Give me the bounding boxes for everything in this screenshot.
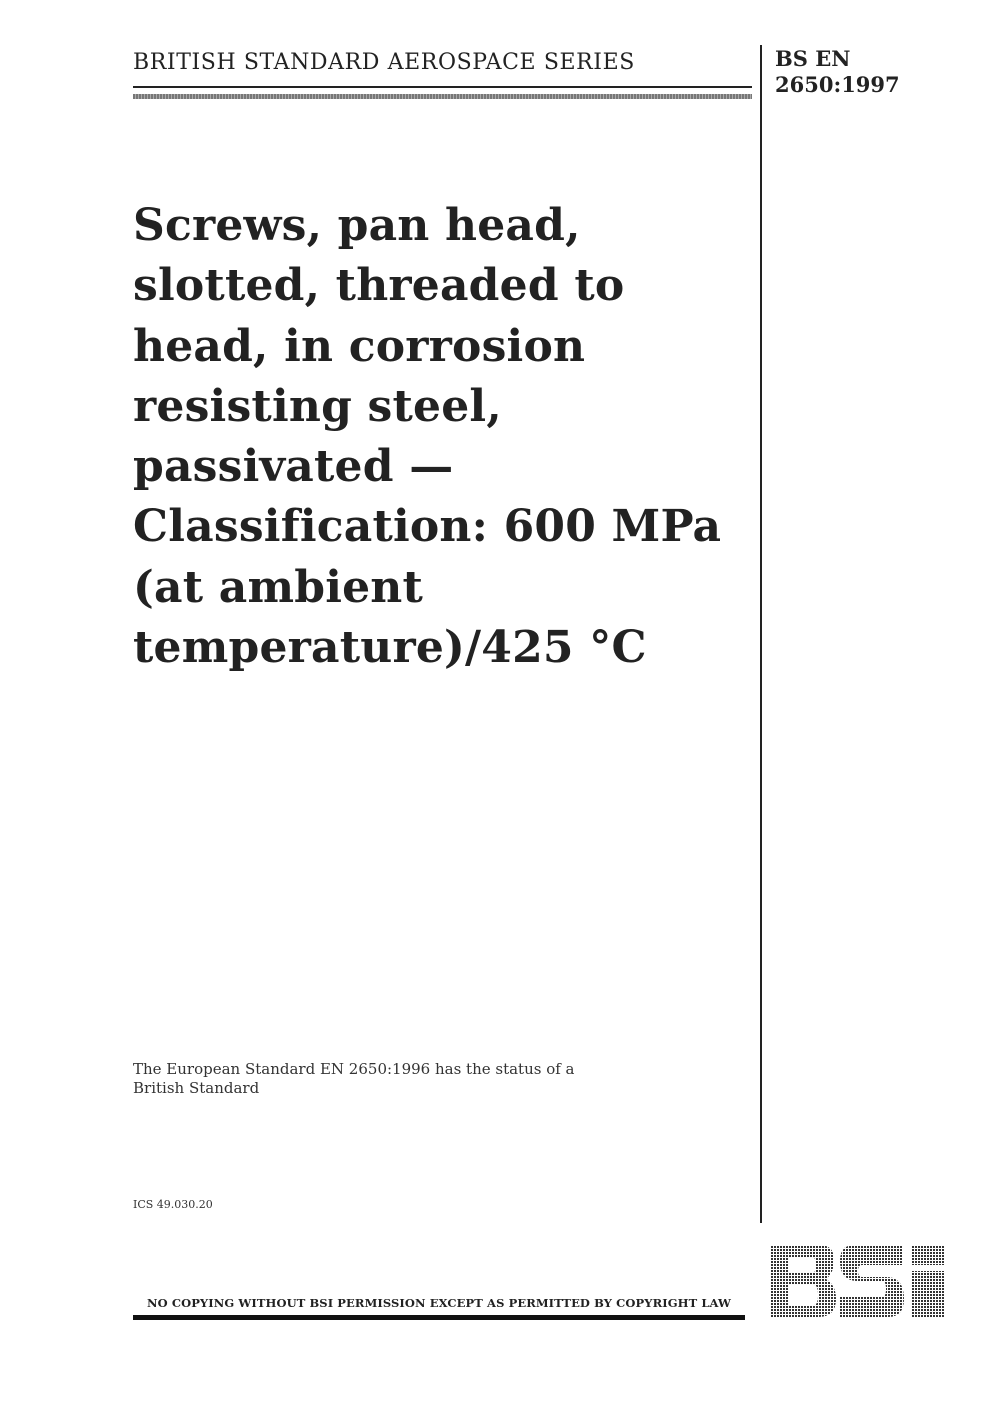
status-note	[133, 1060, 575, 1098]
series-header: BRITISH STANDARD AEROSPACE SERIES	[133, 50, 635, 75]
vertical-divider	[760, 45, 762, 1223]
title-line: passivated —	[133, 441, 454, 493]
standard-number-line1: BS EN	[775, 46, 851, 71]
footer-rule	[133, 1315, 745, 1320]
document-title	[133, 196, 753, 678]
status-note-line2: British Standard	[133, 1079, 260, 1097]
title-line: slotted, threaded to	[133, 260, 625, 312]
title-line: Screws, pan head,	[133, 200, 581, 251]
title-line: head, in corrosion	[133, 320, 586, 372]
standard-number	[775, 46, 900, 98]
standard-number-line2: 2650:1997	[775, 72, 900, 97]
title-line: resisting steel,	[133, 380, 502, 432]
bsi-logo-icon	[768, 1243, 946, 1319]
title-line: temperature)/425 °C	[133, 622, 647, 674]
status-note-line1: The European Standard EN 2650:1996 has the status of a	[133, 1060, 575, 1078]
title-line: (at ambient	[133, 561, 424, 613]
title-line: Classification: 600 MPa	[133, 501, 722, 553]
copyright-notice: NO COPYING WITHOUT BSI PERMISSION EXCEPT AS PERMITTED BY COPYRIGHT LAW	[146, 1296, 732, 1310]
header-rule-grey	[133, 94, 752, 99]
header-rule-thin	[133, 86, 752, 88]
ics-code: ICS 49.030.20	[133, 1198, 213, 1211]
